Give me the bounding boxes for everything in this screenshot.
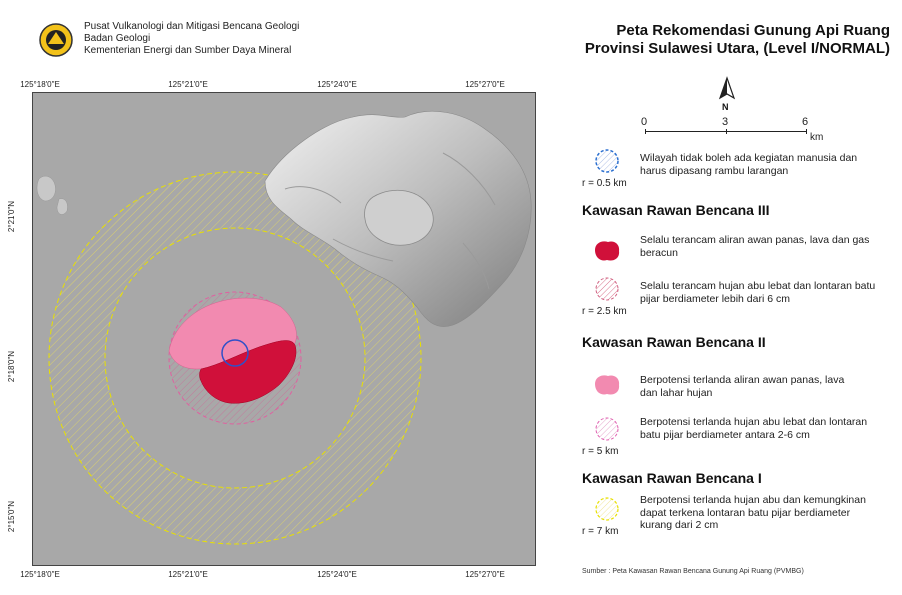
legend-krb2-flow-icon (592, 372, 622, 398)
legend-krb2-radius: r = 5 km (582, 446, 619, 457)
small-islet (37, 176, 68, 214)
legend-ring-0-5km-icon (592, 148, 622, 174)
map-title-line-2: Provinsi Sulawesi Utara, (Level I/NORMAL) (584, 40, 890, 57)
legend-krb3-heading: Kawasan Rawan Bencana III (582, 202, 770, 218)
scale-label-0: 0 (641, 116, 648, 128)
legend-krb2-item1: Berpotensi terlanda aliran awan panas, lava dan lahar hujan (640, 374, 845, 399)
coord-bottom-4: 125°27'0"E (465, 570, 505, 579)
scale-tick-0 (645, 129, 646, 134)
map-source: Sumber : Peta Kawasan Rawan Bencana Gunung Api Ruang (PVMBG) (582, 568, 804, 575)
agency-line-3: Kementerian Energi dan Sumber Daya Mineral (84, 45, 292, 56)
coord-top-2: 125°21'0"E (168, 80, 208, 89)
legend-krb1-ring-icon (592, 496, 622, 522)
legend-krb3-ring-icon (592, 276, 622, 302)
scale-tick-3 (726, 129, 727, 134)
coord-left-2: 2°18'0"N (7, 350, 17, 383)
north-label: N (722, 102, 729, 112)
map-canvas (33, 93, 536, 566)
legend-krb3-item1: Selalu terancam aliran awan panas, lava dan gas beracun (640, 234, 870, 259)
legend-krb3-flow-icon (592, 238, 622, 264)
legend-krb2-item2: Berpotensi terlanda hujan abu lebat dan lontaran batu pijar berdiameter antara 2-6 cm (640, 416, 868, 441)
map-title-line-1: Peta Rekomendasi Gunung Api Ruang (616, 22, 890, 39)
coord-bottom-3: 125°24'0"E (317, 570, 357, 579)
legend-krb1-radius: r = 7 km (582, 526, 619, 537)
coord-bottom-2: 125°21'0"E (168, 570, 208, 579)
legend-r05-radius: r = 0.5 km (582, 178, 627, 189)
hazard-map[interactable] (32, 92, 536, 566)
scale-label-3: 3 (722, 116, 729, 128)
agency-line-2: Badan Geologi (84, 33, 151, 44)
legend-krb3-item2: Selalu terancam hujan abu lebat dan lontaran batu pijar berdiameter lebih dari 6 cm (640, 280, 876, 305)
agency-line-1: Pusat Vulkanologi dan Mitigasi Bencana Geologi (84, 21, 300, 32)
scale-unit: km (810, 132, 824, 143)
coord-left-3: 2°15'0"N (7, 500, 17, 533)
badan-geologi-logo-icon (38, 22, 74, 58)
scale-label-6: 6 (802, 116, 809, 128)
legend-r05-text: Wilayah tidak boleh ada kegiatan manusia dan harus dipasang rambu larangan (640, 152, 858, 177)
coord-top-1: 125°18'0"E (20, 80, 60, 89)
legend-krb3-radius: r = 2.5 km (582, 306, 627, 317)
coord-top-4: 125°27'0"E (465, 80, 505, 89)
legend-krb2-ring-icon (592, 416, 622, 442)
north-arrow-icon (716, 76, 738, 104)
legend-krb2-heading: Kawasan Rawan Bencana II (582, 334, 766, 350)
scale-tick-6 (806, 129, 807, 134)
legend-krb1-item1: Berpotensi terlanda hujan abu dan kemungkinan dapat terkena lontaran batu pijar berdiameter kurang dari 2 cm (640, 494, 866, 531)
coord-left-1: 2°21'0"N (7, 200, 17, 233)
coord-bottom-1: 125°18'0"E (20, 570, 60, 579)
coord-top-3: 125°24'0"E (317, 80, 357, 89)
legend-krb1-heading: Kawasan Rawan Bencana I (582, 470, 762, 486)
